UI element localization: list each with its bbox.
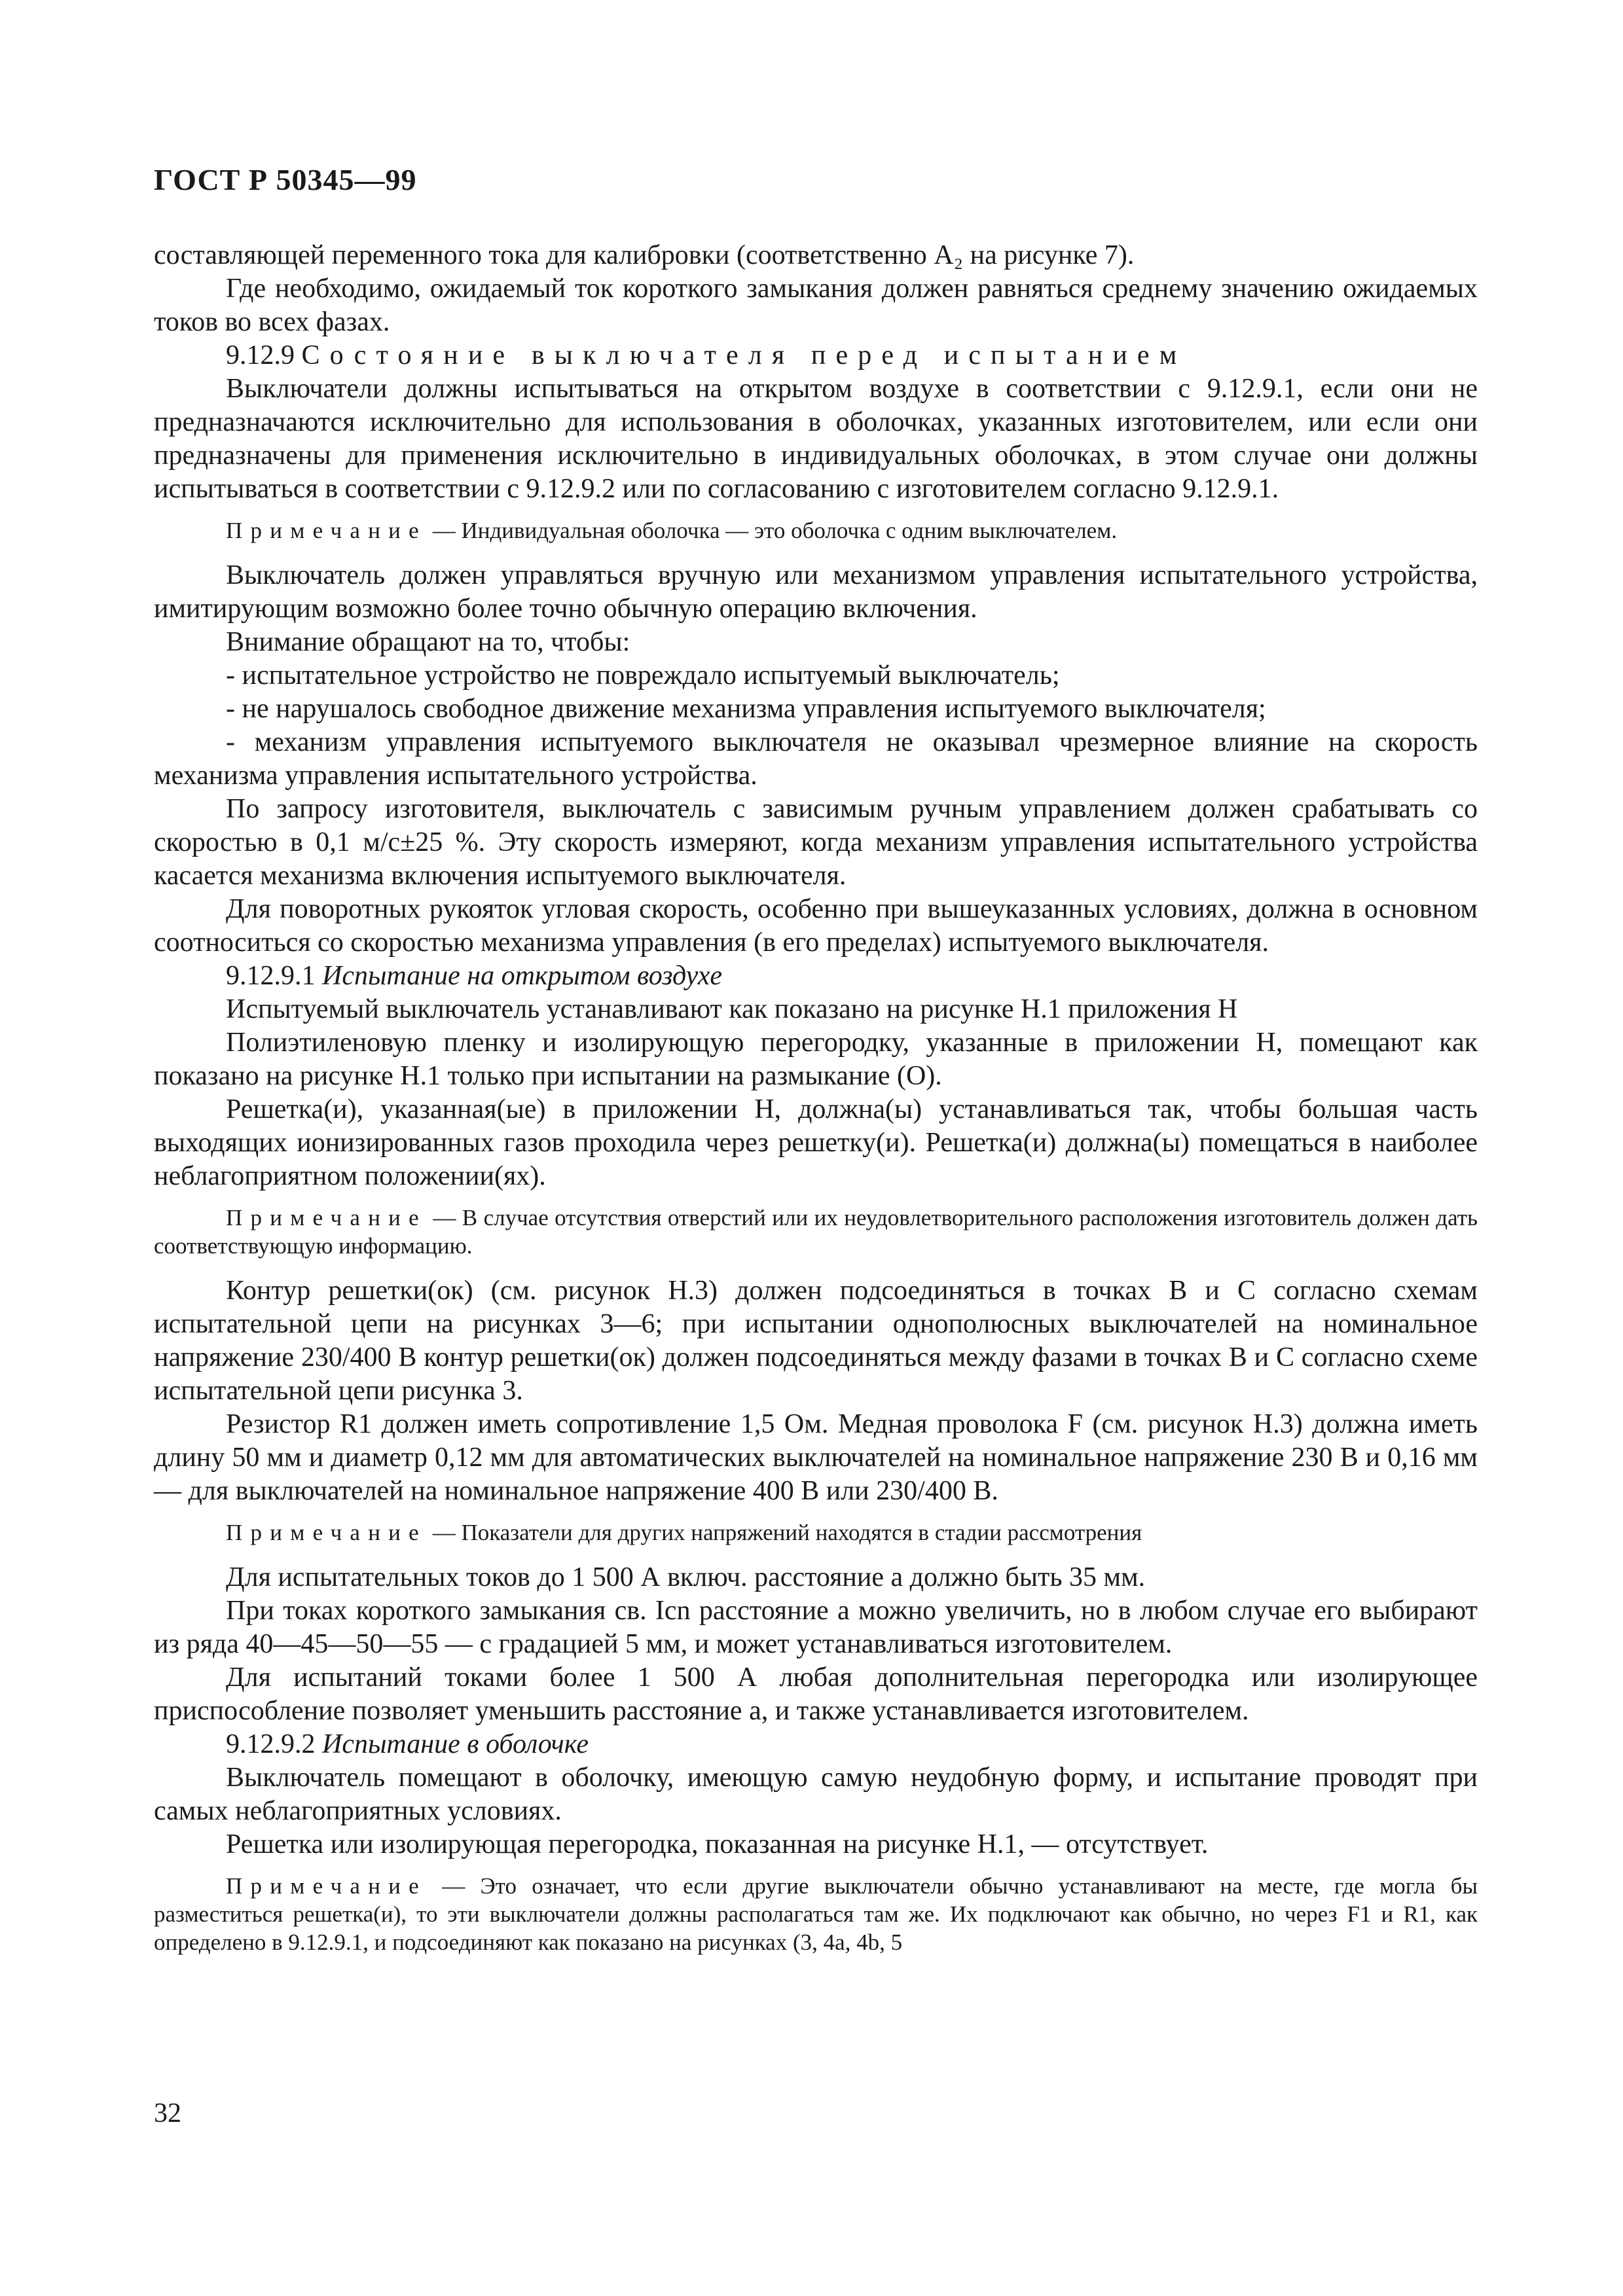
paragraph: Испытуемый выключатель устанавливают как показано на рисунке Н.1 приложения Н	[226, 994, 1238, 1024]
paragraph: Для поворотных рукояток угловая скорость, особенно при вышеуказанных условиях, должна в основном соотноситься со скоростью механизма управления (в его пределах) испытуемого выключателя.	[154, 894, 1478, 958]
paragraph: Выключатель помещают в оболочку, имеющую самую неудобную форму, и испытание проводят при самых неблагоприятных условиях.	[154, 1763, 1478, 1826]
subsection-title: Испытание в оболочке	[322, 1729, 589, 1759]
note-text: — Индивидуальная оболочка — это оболочка с одним выключателем.	[426, 518, 1118, 543]
paragraph: Решетка или изолирующая перегородка, показанная на рисунке Н.1, — отсутствует.	[226, 1829, 1209, 1859]
note-label: Примечание	[226, 1520, 427, 1545]
paragraph: По запросу изготовителя, выключатель с зависимым ручным управлением должен срабатывать со скоростью в 0,1 м/с±25 %. Эту скорость измеряют, когда механизм управления испытательного устройства касается механизма включения испытуемого выключателя.	[154, 794, 1478, 891]
subsection-title: Испытание на открытом воздухе	[322, 961, 723, 991]
paragraph: Где необходимо, ожидаемый ток короткого замыкания должен равняться среднему значению ожидаемых токов во всех фазах.	[154, 274, 1478, 337]
paragraph: Для испытаний токами более 1 500 А любая дополнительная перегородка или изолирующее приспособление позволяет уменьшить расстояние a, и также устанавливается изготовителем.	[154, 1662, 1478, 1726]
paragraph: составляющей переменного тока для калибровки (соответственно A₂ на рисунке 7).	[154, 240, 1135, 270]
note	[154, 1518, 1478, 1547]
section-number: 9.12.9	[226, 340, 295, 370]
paragraph: Решетка(и), указанная(ые) в приложении Н, должна(ы) устанавливаться так, чтобы большая часть выходящих ионизированных газов проходила через решетку(и). Решетка(и) должна(ы) помещаться в наиболее неблагоприятном положении(ях).	[154, 1094, 1478, 1191]
paragraph: Для испытательных токов до 1 500 А включ. расстояние a должно быть 35 мм.	[226, 1562, 1146, 1592]
note	[154, 1872, 1478, 1956]
page-number: 32	[154, 2098, 181, 2128]
paragraph: Контур решетки(ок) (см. рисунок Н.3) должен подсоединяться в точках B и C согласно схемам испытательной цепи на рисунках 3—6; при испытании однополюсных выключателей на номинальное напряжение 230/400 В контур решетки(ок) должен подсоединяться между фазами в точках B и C согласно схеме испытательной цепи рисунка 3.	[154, 1276, 1478, 1406]
note	[154, 516, 1478, 545]
note	[154, 1204, 1478, 1260]
paragraph: Резистор R1 должен иметь сопротивление 1,5 Ом. Медная проволока F (см. рисунок Н.3) должна иметь длину 50 мм и диаметр 0,12 мм для автоматических выключателей на номинальное напряжение 230 В и 0,16 мм — для выключателей на номинальное напряжение 400 В или 230/400 В.	[154, 1409, 1478, 1506]
document-header: ГОСТ Р 50345—99	[154, 163, 417, 196]
note-label: Примечание	[226, 518, 427, 543]
note-text: — Это означает, что если другие выключатели обычно устанавливают на месте, где могла бы разместиться решетка(и), то эти выключатели должны располагаться там же. Их подключают как обычно, но через F1 и R1, как определено в 9.12.9.1, и подсоединяют как показано на рисунках (3, 4а, 4b, 5	[154, 1873, 1478, 1955]
subsection-heading	[154, 960, 1478, 993]
list-item: - испытательное устройство не повреждало испытуемый выключатель;	[226, 660, 1060, 691]
list-item: - механизм управления испытуемого выключателя не оказывал чрезмерное влияние на скорость механизма управления испытательного устройства.	[154, 727, 1478, 791]
paragraph: При токах короткого замыкания св. Icn расстояние a можно увеличить, но в любом случае его выбирают из ряда 40—45—50—55 — с градацией 5 мм, и может устанавливаться изготовителем.	[154, 1596, 1478, 1659]
section-heading	[154, 339, 1478, 372]
paragraph: Выключатель должен управляться вручную или механизмом управления испытательного устройства, имитирующим возможно более точно обычную операцию включения.	[154, 560, 1478, 624]
section-title: Состояние выключателя перед испытанием	[301, 340, 1187, 370]
paragraph: Полиэтиленовую пленку и изолирующую перегородку, указанные в приложении Н, помещают как показано на рисунке Н.1 только при испытании на размыкание (О).	[154, 1028, 1478, 1091]
note-label: Примечание	[226, 1873, 427, 1899]
note-text: — Показатели для других напряжений находятся в стадии рассмотрения	[426, 1520, 1142, 1545]
note-text: — В случае отсутствия отверстий или их неудовлетворительного расположения изготовитель должен дать соответствующую информацию.	[154, 1205, 1478, 1259]
note-label: Примечание	[226, 1205, 427, 1230]
subsection-number: 9.12.9.1	[226, 961, 316, 991]
document-body	[154, 239, 1478, 1971]
paragraph: Внимание обращают на то, чтобы:	[226, 627, 630, 657]
subsection-heading	[154, 1728, 1478, 1761]
paragraph: Выключатели должны испытываться на открытом воздухе в соответствии с 9.12.9.1, если они не предназначаются исключительно для использования в оболочках, указанных изготовителем, или если они предназначены для применения исключительно в индивидуальных оболочках, в этом случае они должны испытываться в соответствии с 9.12.9.2 или по согласованию с изготовителем согласно 9.12.9.1.	[154, 374, 1478, 504]
list-item: - не нарушалось свободное движение механизма управления испытуемого выключателя;	[226, 694, 1266, 724]
subsection-number: 9.12.9.2	[226, 1729, 316, 1759]
